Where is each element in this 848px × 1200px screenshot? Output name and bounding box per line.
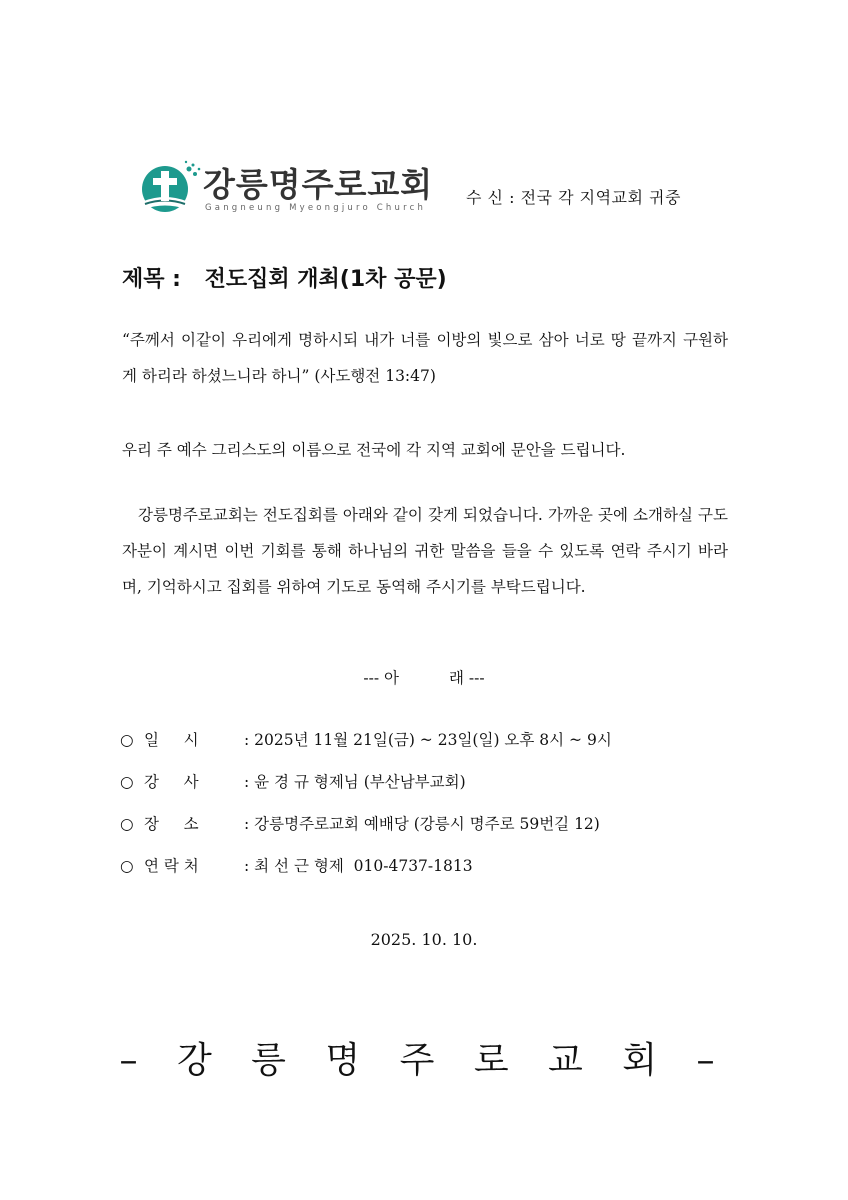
detail-label: 장 소: [144, 815, 199, 833]
detail-row-contact: [120, 854, 473, 876]
detail-row-date: [120, 728, 612, 750]
notice-heading-left: --- 아: [363, 669, 399, 687]
detail-row-speaker: [120, 770, 466, 792]
church-emblem-icon: [135, 157, 205, 217]
recipient-label: 수 신 :: [466, 188, 515, 207]
notice-heading-right: 래 ---: [449, 669, 485, 687]
detail-value: : 최 선 근 형제 010-4737-1813: [244, 857, 473, 875]
circle-bullet-icon: ○: [120, 773, 134, 791]
notice-heading: [0, 666, 848, 688]
greeting-paragraph: 우리 주 예수 그리스도의 이름으로 전국에 각 지역 교회에 문안을 드립니다.: [122, 441, 626, 459]
detail-label: 일 시: [144, 731, 199, 749]
church-signature: – 강 릉 명 주 로 교 회 –: [119, 1040, 729, 1081]
title-label: 제목 :: [122, 267, 181, 292]
logo-name: 강릉명주로교회: [203, 165, 434, 204]
detail-value: : 2025년 11월 21일(금) ~ 23일(일) 오후 8시 ~ 9시: [244, 731, 612, 749]
scripture-quote: “주께서 이같이 우리에게 명하시되 내가 너를 이방의 빛으로 삼아 너로 땅 끝까지 구원하게 하리라 하셨느니라 하니” (사도행전 13:47): [122, 331, 728, 385]
document-date: 2025. 10. 10.: [370, 930, 478, 949]
recipient-line: [466, 185, 681, 208]
document-title: [122, 262, 447, 293]
church-logo: [135, 157, 434, 217]
logo-english-name: Gangneung Myeongjuro Church: [205, 203, 427, 213]
circle-bullet-icon: ○: [120, 857, 134, 875]
detail-value: : 강릉명주로교회 예배당 (강릉시 명주로 59번길 12): [244, 815, 600, 833]
detail-value: : 윤 경 규 형제님 (부산남부교회): [244, 773, 466, 791]
detail-row-place: [120, 812, 600, 834]
detail-label: 연 락 처: [144, 857, 199, 875]
title-text: 전도집회 개최(1차 공문): [204, 267, 447, 292]
circle-bullet-icon: ○: [120, 815, 134, 833]
main-paragraph: 강릉명주로교회는 전도집회를 아래와 같이 갖게 되었습니다. 가까운 곳에 소개하실 구도자분이 계시면 이번 기회를 통해 하나님의 귀한 말씀을 들을 수 있도록 연락 주시기 바라며, 기억하시고 집회를 위하여 기도로 동역해 주시기를 부탁드립니다.: [122, 506, 728, 596]
circle-bullet-icon: ○: [120, 731, 134, 749]
recipient-value: 전국 각 지역교회 귀중: [520, 188, 681, 207]
detail-label: 강 사: [144, 773, 199, 791]
